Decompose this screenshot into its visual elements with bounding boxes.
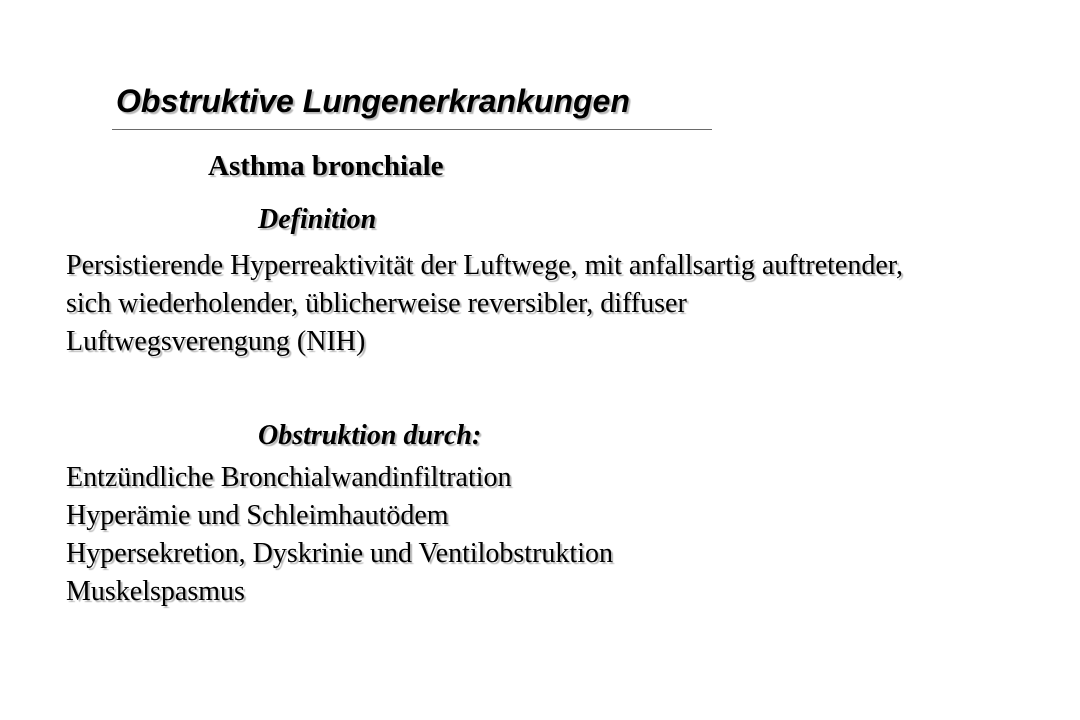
definition-line: Luftwegsverengung (NIH) — [66, 326, 366, 357]
obstruction-item: Entzündliche Bronchialwandinfiltration — [66, 462, 512, 493]
definition-line: Persistierende Hyperreaktivität der Luftwege, mit anfallsartig auftretender, — [66, 250, 903, 281]
slide-subtitle: Asthma bronchiale — [208, 150, 444, 182]
obstruction-heading: Obstruktion durch: — [258, 420, 482, 451]
title-underline — [112, 129, 712, 130]
definition-heading: Definition — [258, 204, 377, 235]
obstruction-item: Hyperämie und Schleimhautödem — [66, 500, 449, 531]
obstruction-item: Muskelspasmus — [66, 576, 245, 607]
definition-line: sich wiederholender, üblicherweise reversibler, diffuser — [66, 288, 687, 319]
slide-title: Obstruktive Lungenerkrankungen — [116, 83, 630, 119]
obstruction-item: Hypersekretion, Dyskrinie und Ventilobstruktion — [66, 538, 613, 569]
